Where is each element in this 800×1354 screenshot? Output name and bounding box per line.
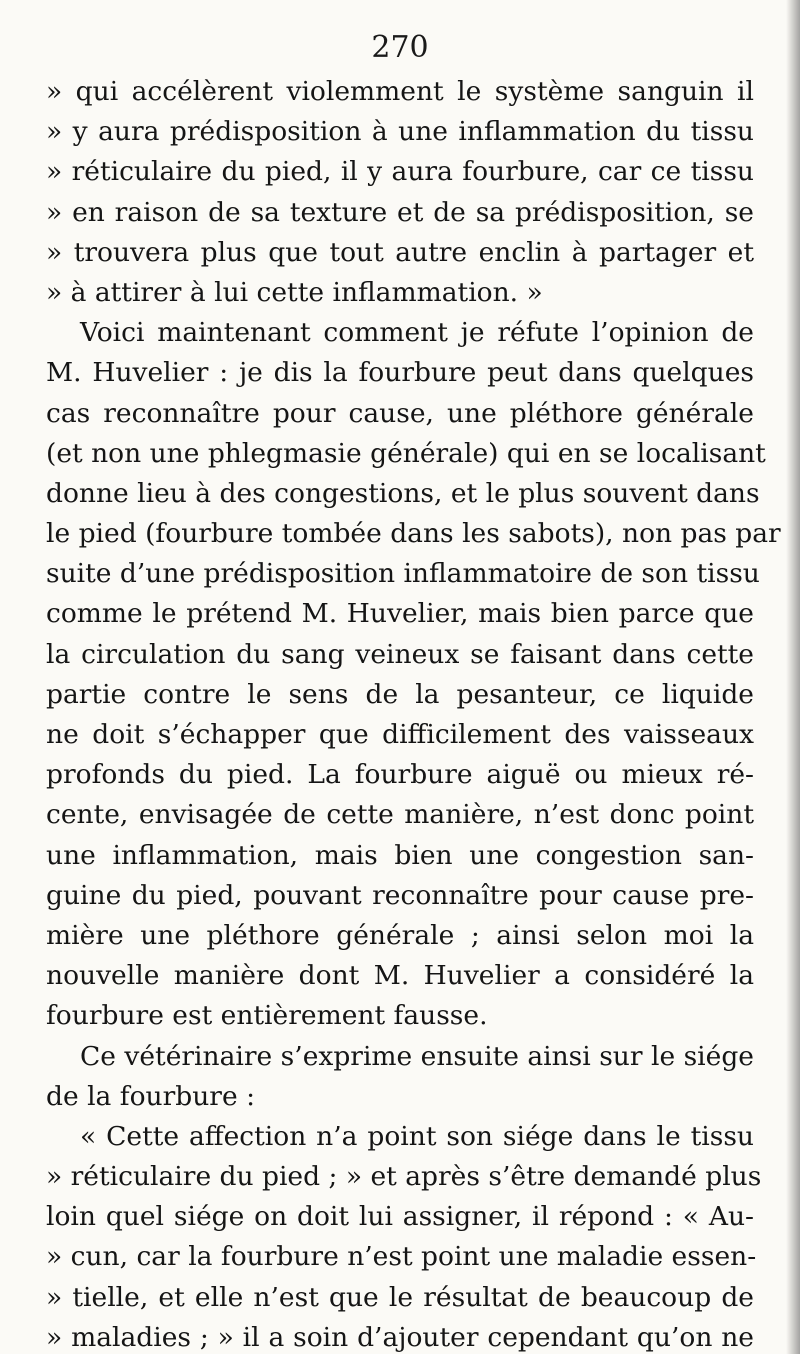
text-line: loin quel siége on doit lui assigner, il répond : « Au- <box>46 1201 754 1233</box>
text-line: M. Huvelier : je dis la fourbure peut dans quelques <box>46 357 754 389</box>
text-line: » à attirer à lui cette inflammation. » <box>46 276 543 308</box>
text-line: » cun, car la fourbure n’est point une maladie essen- <box>46 1241 757 1273</box>
text-line: donne lieu à des congestions, et le plus souvent dans <box>46 477 760 509</box>
text-line: comme le prétend M. Huvelier, mais bien parce que <box>46 598 754 630</box>
text-line: » maladies ; » il a soin d’ajouter cependant qu’on ne <box>46 1321 754 1353</box>
text-line: cas reconnaître pour cause, une pléthore générale <box>46 397 754 429</box>
text-line: » y aura prédisposition à une inflammation du tissu <box>46 116 754 148</box>
scan-edge-shadow <box>786 0 800 1354</box>
text-line: (et non une phlegmasie générale) qui en se localisant <box>46 437 766 469</box>
text-line: de la fourbure : <box>46 1080 255 1112</box>
text-line: cente, envisagée de cette manière, n’est donc point <box>46 799 754 831</box>
text-line: mière une pléthore générale ; ainsi selon moi la <box>46 919 754 951</box>
text-line: une inflammation, mais bien une congestion san- <box>46 839 754 871</box>
text-line: » en raison de sa texture et de sa prédisposition, se <box>46 196 754 228</box>
text-line: suite d’une prédisposition inflammatoire de son tissu <box>46 558 760 590</box>
text-line: Voici maintenant comment je réfute l’opinion de <box>80 317 754 349</box>
text-line: Ce vétérinaire s’exprime ensuite ainsi sur le siége <box>80 1040 754 1072</box>
text-line: » tielle, et elle n’est que le résultat de beaucoup de <box>46 1281 754 1313</box>
text-line: fourbure est entièrement fausse. <box>46 1000 488 1032</box>
text-line: le pied (fourbure tombée dans les sabots), non pas par <box>46 518 781 550</box>
text-line: partie contre le sens de la pesanteur, ce liquide <box>46 678 754 710</box>
text-body <box>46 72 781 1354</box>
text-line: « Cette affection n’a point son siége dans le tissu <box>80 1120 754 1152</box>
text-line: la circulation du sang veineux se faisant dans cette <box>46 638 754 670</box>
text-line: profonds du pied. La fourbure aiguë ou mieux ré- <box>46 759 754 791</box>
text-line: guine du pied, pouvant reconnaître pour cause pre- <box>46 879 754 911</box>
text-line: » qui accélèrent violemment le système sanguin il <box>46 76 754 107</box>
text-line: nouvelle manière dont M. Huvelier a considéré la <box>46 960 754 992</box>
page-number: 270 <box>371 30 429 65</box>
text-line: » trouvera plus que tout autre enclin à partager et <box>46 236 754 268</box>
text-line: » réticulaire du pied ; » et après s’être demandé plus <box>46 1161 762 1193</box>
text-line: » réticulaire du pied, il y aura fourbure, car ce tissu <box>46 156 754 188</box>
text-line: ne doit s’échapper que difficilement des vaisseaux <box>46 719 754 750</box>
